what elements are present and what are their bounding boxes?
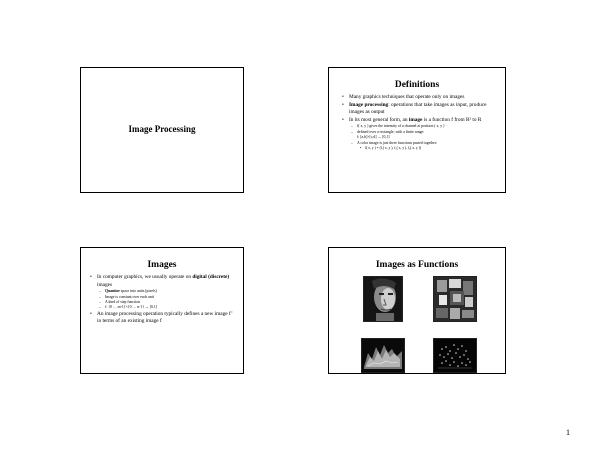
dotted-surface-plot-image [433, 338, 477, 373]
slide-title: Images as Functions [375, 260, 459, 270]
bullet-item: • In computer graphics, we usually operate on digital (discrete) images [90, 274, 230, 288]
page-number: 1 [566, 428, 570, 437]
sub-bullet-item: – f( x, y ) gives the intensity of a channel at position ( x, y ) [351, 124, 445, 129]
slide-title: Images [147, 260, 177, 270]
sub-bullet-item: – Quantize space into units (pixels) [99, 289, 157, 294]
sub-bullet-item: – A color image is just three functions pasted together: [351, 140, 438, 145]
slide-images-as-functions [328, 247, 506, 374]
bullet-item: • Image processing: operations that take images as input, produce images as output [342, 101, 487, 116]
sub-bullet-item: – A kind of step function [99, 300, 141, 304]
slide-images [80, 247, 244, 374]
bullet-item: • Many graphics techniques that operate only on images [342, 94, 465, 100]
face-photo-image [363, 276, 403, 322]
sub-bullet-item: – Image is constant over each unit [99, 294, 155, 299]
sub-bullet-item: – f: {0 … m-1}×{0 … n-1} → [0,1] [99, 305, 158, 310]
slide-image-processing [80, 67, 244, 193]
height-surface-plot-image [361, 338, 405, 373]
sub-bullet-item: – defined over a rectangle, with a finite range: f: [a,b]×[c,d] → [0,1] [351, 129, 425, 140]
slide-title: Image Processing [128, 124, 196, 134]
bullet-item: • In its most general form, an image is a function f from R² to R [342, 116, 482, 123]
grayscale-texture-image [433, 276, 477, 322]
bullet-item: • An image processing operation typically defines a new image f’ in terms of an existing image f [90, 310, 233, 325]
slide-definitions [328, 67, 506, 193]
sub-sub-bullet-item: • f( x, y ) = (fᵣ( x, y ), f₉( x, y ), fᵦ( x, y )) [360, 146, 422, 150]
slide-title: Definitions [394, 80, 440, 90]
